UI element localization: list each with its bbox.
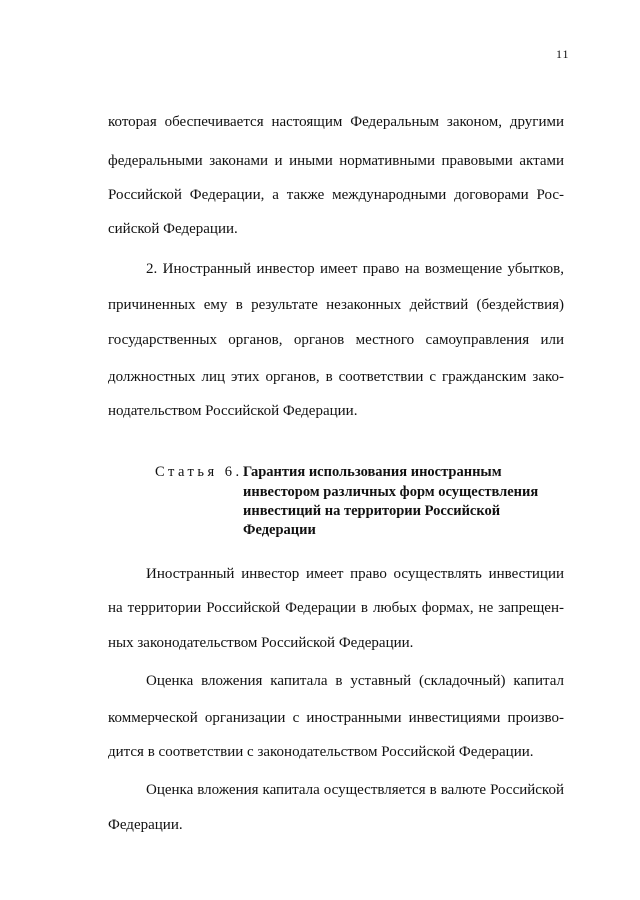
paragraph-4-line-3: дится в соответствии с законодательством Российской Федерации. <box>108 744 534 760</box>
paragraph-1-line-1: которая обеспечивается настоящим Федеральным законом, другими <box>108 114 564 130</box>
page-number: 11 <box>556 47 570 61</box>
paragraph-2-line-3: государственных органов, органов местного самоуправления или <box>108 332 564 348</box>
paragraph-1-line-3: Российской Федерации, а также международными договорами Рос- <box>108 187 564 203</box>
paragraph-4-line-1: Оценка вложения капитала в уставный (складочный) капитал <box>146 673 564 689</box>
paragraph-2-line-2: причиненных ему в результате незаконных действий (бездействия) <box>108 297 564 313</box>
paragraph-4-line-2: коммерческой организации с иностранными инвестициями произво- <box>108 710 564 726</box>
paragraph-1-line-4: сийской Федерации. <box>108 221 238 237</box>
article-number: Статья 6. <box>155 464 243 480</box>
article-title-line-1: Гарантия использования иностранным <box>243 464 502 480</box>
paragraph-2-line-5: нодательством Российской Федерации. <box>108 403 358 419</box>
paragraph-3-line-1: Иностранный инвестор имеет право осуществлять инвестиции <box>146 566 564 582</box>
paragraph-2-line-4: должностных лиц этих органов, в соответствии с гражданским зако- <box>108 369 564 385</box>
article-title-line-3: инвестиций на территории Российской <box>243 503 501 519</box>
article-title-line-2: инвестором различных форм осуществления <box>243 484 539 500</box>
paragraph-2-line-1: 2. Иностранный инвестор имеет право на возмещение убытков, <box>146 261 564 277</box>
article-title-line-4: Федерации <box>243 522 316 538</box>
paragraph-5-line-2: Федерации. <box>108 817 183 833</box>
paragraph-1-line-2: федеральными законами и иными нормативными правовыми актами <box>108 153 564 169</box>
paragraph-3-line-3: ных законодательством Российской Федерации. <box>108 635 414 651</box>
paragraph-5-line-1: Оценка вложения капитала осуществляется в валюте Российской <box>146 782 564 798</box>
paragraph-3-line-2: на территории Российской Федерации в любых формах, не запрещен- <box>108 600 564 616</box>
